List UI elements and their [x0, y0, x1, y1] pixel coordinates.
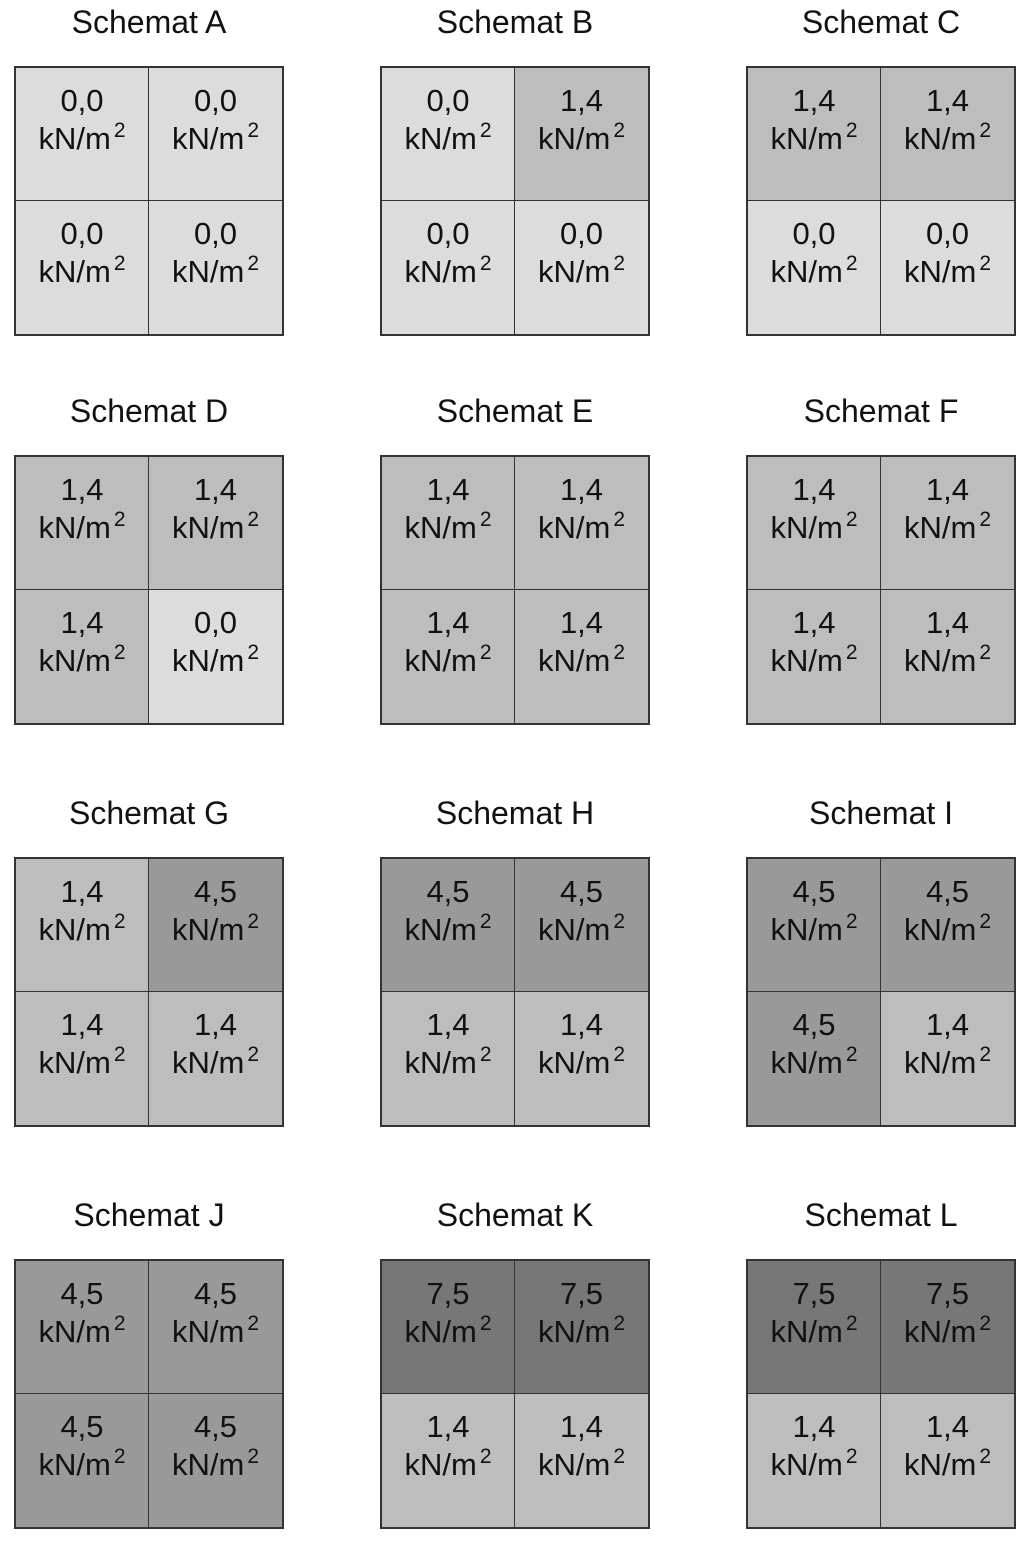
unit-exponent: 2	[979, 910, 991, 933]
load-cell	[382, 859, 515, 992]
load-cell	[16, 68, 149, 201]
load-cell	[748, 590, 881, 723]
load-value: 1,4	[559, 1007, 604, 1042]
load-cell	[382, 590, 515, 723]
scheme-e	[380, 391, 650, 731]
unit-base: kN/m	[38, 1045, 111, 1080]
unit-base: kN/m	[537, 254, 611, 289]
scheme-title: Schemat L	[804, 1197, 958, 1233]
load-cell	[515, 859, 648, 992]
load-unit	[538, 1044, 625, 1086]
load-unit	[404, 642, 491, 684]
load-cell	[515, 457, 648, 590]
unit-base: kN/m	[404, 643, 477, 678]
load-cell	[881, 68, 1014, 201]
load-cell	[515, 201, 648, 334]
unit-base: kN/m	[171, 912, 245, 947]
load-unit	[904, 253, 991, 295]
load-grid	[746, 1259, 1016, 1529]
scheme-k	[380, 1195, 650, 1535]
load-cell	[515, 1261, 648, 1394]
load-unit	[38, 120, 125, 162]
scheme-i	[746, 793, 1016, 1133]
load-unit	[404, 120, 491, 162]
load-cell	[382, 457, 515, 590]
load-value: 1,4	[559, 472, 604, 507]
load-cell	[382, 992, 515, 1125]
unit-exponent: 2	[113, 1445, 126, 1468]
load-value: 1,4	[426, 1409, 470, 1444]
load-cell	[149, 201, 282, 334]
load-cell	[382, 1394, 515, 1527]
load-value: 0,0	[60, 83, 104, 118]
load-cell	[16, 992, 149, 1125]
load-cell	[515, 590, 648, 723]
load-cell	[149, 68, 282, 201]
unit-base: kN/m	[537, 510, 611, 545]
unit-exponent: 2	[479, 1043, 492, 1066]
load-value: 1,4	[193, 1007, 238, 1042]
scheme-c	[746, 2, 1016, 342]
load-cell	[16, 1394, 149, 1527]
unit-exponent: 2	[845, 1445, 858, 1468]
load-grid	[14, 455, 284, 725]
load-value: 0,0	[792, 216, 836, 251]
scheme-h	[380, 793, 650, 1133]
load-unit	[172, 1313, 259, 1355]
load-value: 0,0	[193, 605, 238, 640]
unit-exponent: 2	[479, 252, 492, 275]
load-value: 4,5	[193, 1276, 238, 1311]
unit-base: kN/m	[38, 1447, 111, 1482]
load-unit	[770, 120, 857, 162]
load-grid	[746, 857, 1016, 1127]
load-cell	[748, 859, 881, 992]
load-cell	[748, 457, 881, 590]
unit-exponent: 2	[479, 910, 492, 933]
load-grid	[14, 66, 284, 336]
load-cell	[515, 68, 648, 201]
load-unit	[172, 911, 259, 953]
unit-exponent: 2	[247, 252, 259, 275]
load-cell	[748, 1261, 881, 1394]
load-cell	[149, 1261, 282, 1394]
unit-base: kN/m	[770, 1447, 843, 1482]
load-unit	[770, 1446, 857, 1488]
load-unit	[404, 1446, 491, 1488]
unit-exponent: 2	[113, 910, 126, 933]
unit-base: kN/m	[404, 1314, 477, 1349]
scheme-title: Schemat B	[436, 4, 594, 40]
load-unit	[38, 253, 125, 295]
unit-exponent: 2	[979, 1445, 991, 1468]
unit-base: kN/m	[38, 254, 111, 289]
unit-exponent: 2	[613, 910, 625, 933]
unit-base: kN/m	[770, 121, 843, 156]
load-value: 1,4	[60, 1007, 104, 1042]
load-cell	[515, 1394, 648, 1527]
load-cell	[16, 590, 149, 723]
unit-base: kN/m	[404, 1447, 477, 1482]
load-grid	[746, 66, 1016, 336]
load-grid	[380, 1259, 650, 1529]
load-unit	[38, 1044, 125, 1086]
load-value: 4,5	[559, 874, 604, 909]
unit-base: kN/m	[903, 912, 977, 947]
load-cell	[748, 68, 881, 201]
load-unit	[904, 1044, 991, 1086]
load-unit	[904, 1446, 991, 1488]
load-value: 7,5	[925, 1276, 970, 1311]
unit-exponent: 2	[479, 1312, 492, 1335]
unit-exponent: 2	[845, 1312, 858, 1335]
load-value: 1,4	[559, 605, 604, 640]
load-grid	[380, 857, 650, 1127]
load-unit	[404, 253, 491, 295]
load-cell	[515, 992, 648, 1125]
load-value: 0,0	[426, 216, 470, 251]
unit-exponent: 2	[479, 641, 492, 664]
load-value: 1,4	[559, 1409, 604, 1444]
load-cell	[149, 1394, 282, 1527]
load-grid	[14, 857, 284, 1127]
load-unit	[904, 509, 991, 551]
unit-base: kN/m	[404, 121, 477, 156]
unit-exponent: 2	[845, 910, 858, 933]
unit-base: kN/m	[38, 912, 111, 947]
unit-base: kN/m	[537, 643, 611, 678]
unit-base: kN/m	[770, 510, 843, 545]
load-value: 1,4	[60, 472, 104, 507]
load-unit	[538, 120, 625, 162]
load-value: 4,5	[792, 874, 836, 909]
load-unit	[538, 642, 625, 684]
load-value: 1,4	[426, 472, 470, 507]
load-unit	[404, 509, 491, 551]
load-value: 1,4	[792, 472, 836, 507]
load-unit	[38, 1446, 125, 1488]
load-unit	[538, 253, 625, 295]
scheme-title: Schemat I	[808, 795, 954, 831]
unit-exponent: 2	[845, 641, 858, 664]
load-cell	[881, 1261, 1014, 1394]
load-cell	[881, 201, 1014, 334]
load-unit	[172, 509, 259, 551]
load-unit	[538, 911, 625, 953]
unit-base: kN/m	[770, 1045, 843, 1080]
load-unit	[770, 642, 857, 684]
unit-base: kN/m	[770, 254, 843, 289]
scheme-title: Schemat H	[435, 795, 595, 831]
unit-base: kN/m	[171, 1447, 245, 1482]
load-value: 1,4	[60, 605, 104, 640]
load-value: 1,4	[925, 1007, 970, 1042]
unit-exponent: 2	[113, 252, 126, 275]
unit-exponent: 2	[979, 508, 991, 531]
load-cell	[16, 859, 149, 992]
load-cell	[149, 457, 282, 590]
unit-base: kN/m	[903, 1447, 977, 1482]
load-cell	[382, 1261, 515, 1394]
load-cell	[748, 1394, 881, 1527]
load-value: 0,0	[193, 216, 238, 251]
unit-base: kN/m	[770, 643, 843, 678]
load-unit	[538, 509, 625, 551]
unit-exponent: 2	[247, 910, 259, 933]
load-unit	[404, 1313, 491, 1355]
scheme-f	[746, 391, 1016, 731]
unit-base: kN/m	[171, 1314, 245, 1349]
unit-exponent: 2	[613, 1445, 625, 1468]
scheme-title: Schemat K	[436, 1197, 594, 1233]
unit-exponent: 2	[845, 508, 858, 531]
load-unit	[38, 509, 125, 551]
load-unit	[770, 911, 857, 953]
unit-exponent: 2	[113, 1043, 126, 1066]
unit-base: kN/m	[38, 643, 111, 678]
load-value: 4,5	[426, 874, 470, 909]
load-value: 1,4	[559, 83, 604, 118]
load-cell	[149, 992, 282, 1125]
unit-base: kN/m	[903, 254, 977, 289]
load-unit	[770, 1313, 857, 1355]
load-value: 1,4	[792, 605, 836, 640]
unit-exponent: 2	[113, 119, 126, 142]
unit-base: kN/m	[171, 254, 245, 289]
load-value: 4,5	[792, 1007, 836, 1042]
load-unit	[770, 509, 857, 551]
unit-exponent: 2	[113, 508, 126, 531]
scheme-title: Schemat J	[73, 1197, 225, 1233]
unit-base: kN/m	[770, 912, 843, 947]
load-unit	[904, 911, 991, 953]
unit-exponent: 2	[247, 1445, 259, 1468]
load-unit	[538, 1313, 625, 1355]
load-unit	[904, 120, 991, 162]
load-unit	[404, 911, 491, 953]
unit-exponent: 2	[613, 119, 625, 142]
load-value: 1,4	[925, 605, 970, 640]
unit-exponent: 2	[613, 1312, 625, 1335]
unit-exponent: 2	[845, 1043, 858, 1066]
load-unit	[38, 911, 125, 953]
load-unit	[904, 1313, 991, 1355]
load-value: 1,4	[792, 83, 836, 118]
unit-exponent: 2	[845, 119, 858, 142]
load-unit	[538, 1446, 625, 1488]
load-cell	[16, 457, 149, 590]
unit-base: kN/m	[171, 121, 245, 156]
unit-exponent: 2	[479, 508, 492, 531]
load-cell	[16, 201, 149, 334]
load-value: 4,5	[60, 1276, 104, 1311]
unit-base: kN/m	[38, 121, 111, 156]
load-value: 1,4	[426, 1007, 470, 1042]
scheme-title: Schemat G	[68, 795, 230, 831]
unit-exponent: 2	[979, 1043, 991, 1066]
load-value: 7,5	[559, 1276, 604, 1311]
unit-base: kN/m	[903, 1045, 977, 1080]
load-cell	[881, 590, 1014, 723]
load-grid	[14, 1259, 284, 1529]
load-unit	[404, 1044, 491, 1086]
unit-base: kN/m	[38, 510, 111, 545]
scheme-l	[746, 1195, 1016, 1535]
unit-exponent: 2	[479, 119, 492, 142]
unit-base: kN/m	[404, 912, 477, 947]
load-value: 4,5	[60, 1409, 104, 1444]
unit-base: kN/m	[537, 1447, 611, 1482]
scheme-title: Schemat D	[69, 393, 229, 429]
unit-base: kN/m	[537, 121, 611, 156]
scheme-title: Schemat F	[803, 393, 959, 429]
unit-base: kN/m	[537, 912, 611, 947]
scheme-title: Schemat C	[801, 4, 961, 40]
scheme-g	[14, 793, 284, 1133]
load-cell	[748, 201, 881, 334]
unit-base: kN/m	[404, 1045, 477, 1080]
load-unit	[904, 642, 991, 684]
load-cell	[881, 992, 1014, 1125]
unit-exponent: 2	[613, 252, 625, 275]
load-value: 0,0	[925, 216, 970, 251]
load-cell	[382, 68, 515, 201]
scheme-b	[380, 2, 650, 342]
unit-exponent: 2	[247, 641, 259, 664]
load-value: 4,5	[925, 874, 970, 909]
unit-exponent: 2	[613, 1043, 625, 1066]
load-unit	[38, 642, 125, 684]
load-cell	[382, 201, 515, 334]
unit-base: kN/m	[38, 1314, 111, 1349]
load-cell	[881, 1394, 1014, 1527]
load-unit	[172, 120, 259, 162]
load-value: 7,5	[792, 1276, 836, 1311]
unit-exponent: 2	[613, 508, 625, 531]
unit-base: kN/m	[903, 510, 977, 545]
load-unit	[770, 253, 857, 295]
unit-base: kN/m	[537, 1314, 611, 1349]
scheme-title: Schemat A	[71, 4, 227, 40]
load-value: 1,4	[60, 874, 104, 909]
scheme-d	[14, 391, 284, 731]
load-unit	[770, 1044, 857, 1086]
unit-base: kN/m	[903, 1314, 977, 1349]
load-value: 7,5	[426, 1276, 470, 1311]
load-cell	[881, 859, 1014, 992]
load-cell	[16, 1261, 149, 1394]
unit-exponent: 2	[479, 1445, 492, 1468]
unit-exponent: 2	[979, 119, 991, 142]
unit-exponent: 2	[113, 641, 126, 664]
load-cell	[149, 590, 282, 723]
load-value: 4,5	[193, 1409, 238, 1444]
unit-base: kN/m	[171, 643, 245, 678]
unit-exponent: 2	[613, 641, 625, 664]
unit-exponent: 2	[247, 1312, 259, 1335]
load-grid	[746, 455, 1016, 725]
load-cell	[748, 992, 881, 1125]
load-value: 4,5	[193, 874, 238, 909]
unit-base: kN/m	[404, 254, 477, 289]
load-grid	[380, 66, 650, 336]
load-value: 1,4	[193, 472, 238, 507]
unit-base: kN/m	[404, 510, 477, 545]
load-unit	[172, 1446, 259, 1488]
load-cell	[149, 859, 282, 992]
unit-exponent: 2	[979, 641, 991, 664]
unit-base: kN/m	[903, 643, 977, 678]
unit-exponent: 2	[113, 1312, 126, 1335]
load-value: 1,4	[925, 1409, 970, 1444]
load-value: 0,0	[193, 83, 238, 118]
scheme-title: Schemat E	[436, 393, 594, 429]
unit-base: kN/m	[171, 510, 245, 545]
load-unit	[172, 642, 259, 684]
load-cell	[881, 457, 1014, 590]
unit-exponent: 2	[845, 252, 858, 275]
load-value: 0,0	[426, 83, 470, 118]
load-unit	[38, 1313, 125, 1355]
unit-exponent: 2	[979, 1312, 991, 1335]
load-grid	[380, 455, 650, 725]
unit-base: kN/m	[770, 1314, 843, 1349]
unit-exponent: 2	[247, 1043, 259, 1066]
unit-base: kN/m	[537, 1045, 611, 1080]
load-value: 1,4	[925, 83, 970, 118]
scheme-j	[14, 1195, 284, 1535]
load-value: 1,4	[426, 605, 470, 640]
unit-base: kN/m	[171, 1045, 245, 1080]
load-unit	[172, 253, 259, 295]
load-value: 1,4	[925, 472, 970, 507]
load-value: 0,0	[559, 216, 604, 251]
unit-exponent: 2	[979, 252, 991, 275]
unit-exponent: 2	[247, 119, 259, 142]
scheme-a	[14, 2, 284, 342]
unit-exponent: 2	[247, 508, 259, 531]
load-value: 0,0	[60, 216, 104, 251]
unit-base: kN/m	[903, 121, 977, 156]
load-unit	[172, 1044, 259, 1086]
load-value: 1,4	[792, 1409, 836, 1444]
